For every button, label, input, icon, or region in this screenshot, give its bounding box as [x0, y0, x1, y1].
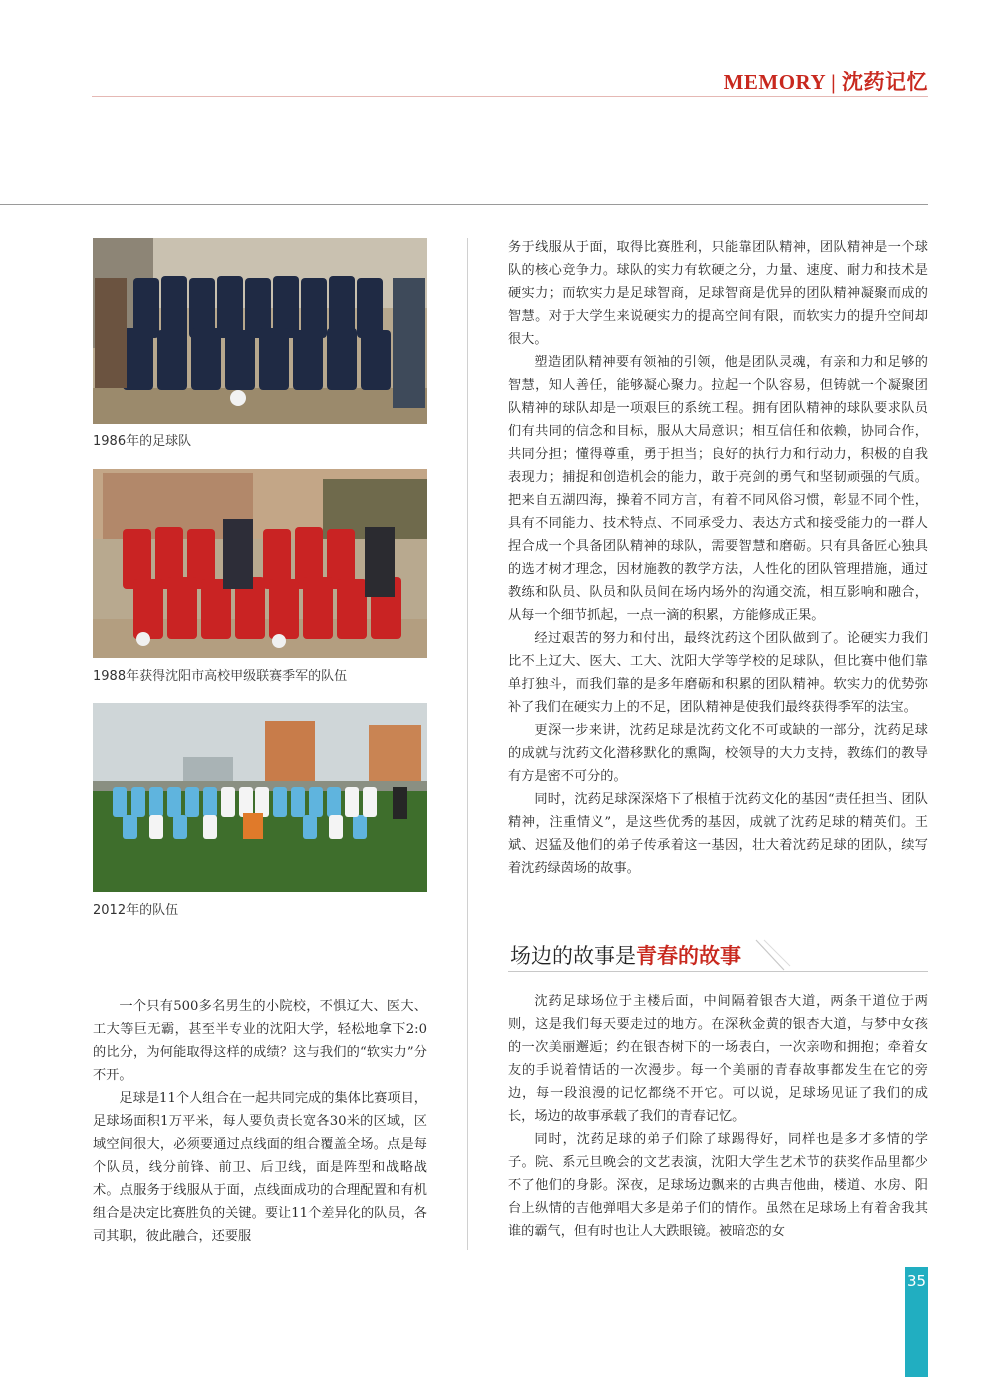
section-title-highlight: 青春的故事	[636, 944, 741, 968]
paragraph: 经过艰苦的努力和付出，最终沈药这个团队做到了。论硬实力我们比不上辽大、医大、工大、沈阳大学等学校的足球队，但比赛中他们靠单打独斗，而我们靠的是多年磨砺和积累的团队精神。软实力的优势弥补了我们在硬实力上的不足，团队精神是使我们最终获得季军的法宝。	[508, 631, 928, 715]
photo-caption-1986: 1986年的足球队	[93, 434, 192, 449]
paragraph: 同时，沈药足球的弟子们除了球踢得好，同样也是多才多情的学子。院、系元旦晚会的文艺表演，沈阳大学生艺术节的获奖作品里都少不了他们的身影。深夜，足球场边飘来的古典吉他曲，楼道、水房、阳台上纵情的吉他弹唱大多是弟子们的情作。虽然在足球场上有着舍我其谁的霸气，但有时也让人大跌眼镜。被暗恋的女	[508, 1132, 928, 1239]
paragraph: 同时，沈药足球深深烙下了根植于沈药文化的基因“责任担当、团队精神，注重情义”，是这些优秀的基因，成就了沈药足球的精英们。王斌、迟猛及他们的弟子传承着这一基因，壮大着沈药足球的团队，续写着沈药绿茵场的故事。	[508, 792, 928, 876]
paragraph: 更深一步来讲，沈药足球是沈药文化不可或缺的一部分，沈药足球的成就与沈药文化潜移默化的熏陶，校领导的大力支持，教练们的教导有方是密不可分的。	[508, 723, 928, 784]
header-title: MEMORY | 沈药记忆	[723, 70, 928, 94]
section-title-plain: 场边的故事是	[510, 944, 636, 968]
header-rule	[92, 96, 928, 97]
top-rule	[0, 204, 928, 205]
photo-caption-2012: 2012年的队伍	[93, 903, 179, 918]
paragraph: 塑造团队精神要有领袖的引领，他是团队灵魂，有亲和力和足够的智慧，知人善任，能够凝心聚力。拉起一个队容易，但铸就一个凝聚团队精神的球队却是一项艰巨的系统工程。拥有团队精神的球队要求队员们有共同的信念和目标，服从大局意识；相互信任和依赖，协同合作，共同分担；懂得尊重，勇于担当；良好的执行力和行动力，积极的自我表现力；捕捉和创造机会的能力，敢于亮剑的勇气和坚韧顽强的气质。把来自五湖四海，操着不同方言，有着不同风俗习惯，彰显不同个性，具有不同能力、技术特点、不同承受力、表达方式和接受能力的一群人捏合成一个具备团队精神的球队，需要智慧和磨砺。只有具备匠心独具的选才树才理念，因材施教的教学方法，人性化的团队管理措施，通过教练和队员、队员和队员间在场内场外的沟通交流，相互影响和融合，从每一个细节抓起，一点一滴的积累，方能修成正果。	[508, 355, 928, 623]
paragraph: 沈药足球场位于主楼后面，中间隔着银杏大道，两条干道位于两则，这是我们每天要走过的地方。在深秋金黄的银杏大道，与梦中女孩的一次美丽邂逅；约在银杏树下的一场表白，一次亲吻和拥抱；牵着女友的手说着情话的一次漫步。每一个美丽的青春故事都发生在它的旁边，每一段浪漫的记忆都绕不开它。可以说，足球场见证了我们的成长，场边的故事承载了我们的青春记忆。	[508, 994, 928, 1124]
column-divider	[467, 238, 468, 1250]
paragraph: 务于线服从于面，取得比赛胜利，只能靠团队精神，团队精神是一个球队的核心竞争力。球队的实力有软硬之分，力量、速度、耐力和技术是硬实力；而软实力是足球智商，足球智商是优异的团队精神凝聚而成的智慧。对于大学生来说硬实力的提高空间有限，而软实力的提升空间却很大。	[508, 240, 928, 347]
paragraph: 足球是11个人组合在一起共同完成的集体比赛项目，足球场面积1万平米，每人要负责长宽各30米的区域，区域空间很大，必须要通过点线面的组合覆盖全场。点是每个队员，线分前锋、前卫、后卫线，面是阵型和战略战术。点服务于线服从于面，点线面成功的合理配置和有机组合是决定比赛胜负的关键。要让11个差异化的队员，各司其职，彼此融合，还要服	[93, 1091, 427, 1244]
left-column-article	[93, 995, 427, 1248]
right-column-article	[508, 236, 928, 880]
page-number: 35	[906, 1272, 927, 1290]
photo-caption-1988: 1988年获得沈阳市高校甲级联赛季军的队伍	[93, 669, 348, 684]
heading-slash-ornament	[754, 938, 794, 974]
photo-2012-team	[93, 703, 427, 892]
photo-1986-team	[93, 238, 427, 424]
section-heading	[508, 936, 928, 976]
paragraph: 一个只有500多名男生的小院校，不惧辽大、医大、工大等巨无霸，甚至半专业的沈阳大学，轻松地拿下2:0的比分，为何能取得这样的成绩？这与我们的“软实力”分不开。	[93, 999, 427, 1083]
section-column-article	[508, 990, 928, 1243]
photo-1988-team	[93, 469, 427, 658]
heading-underline	[508, 971, 928, 972]
